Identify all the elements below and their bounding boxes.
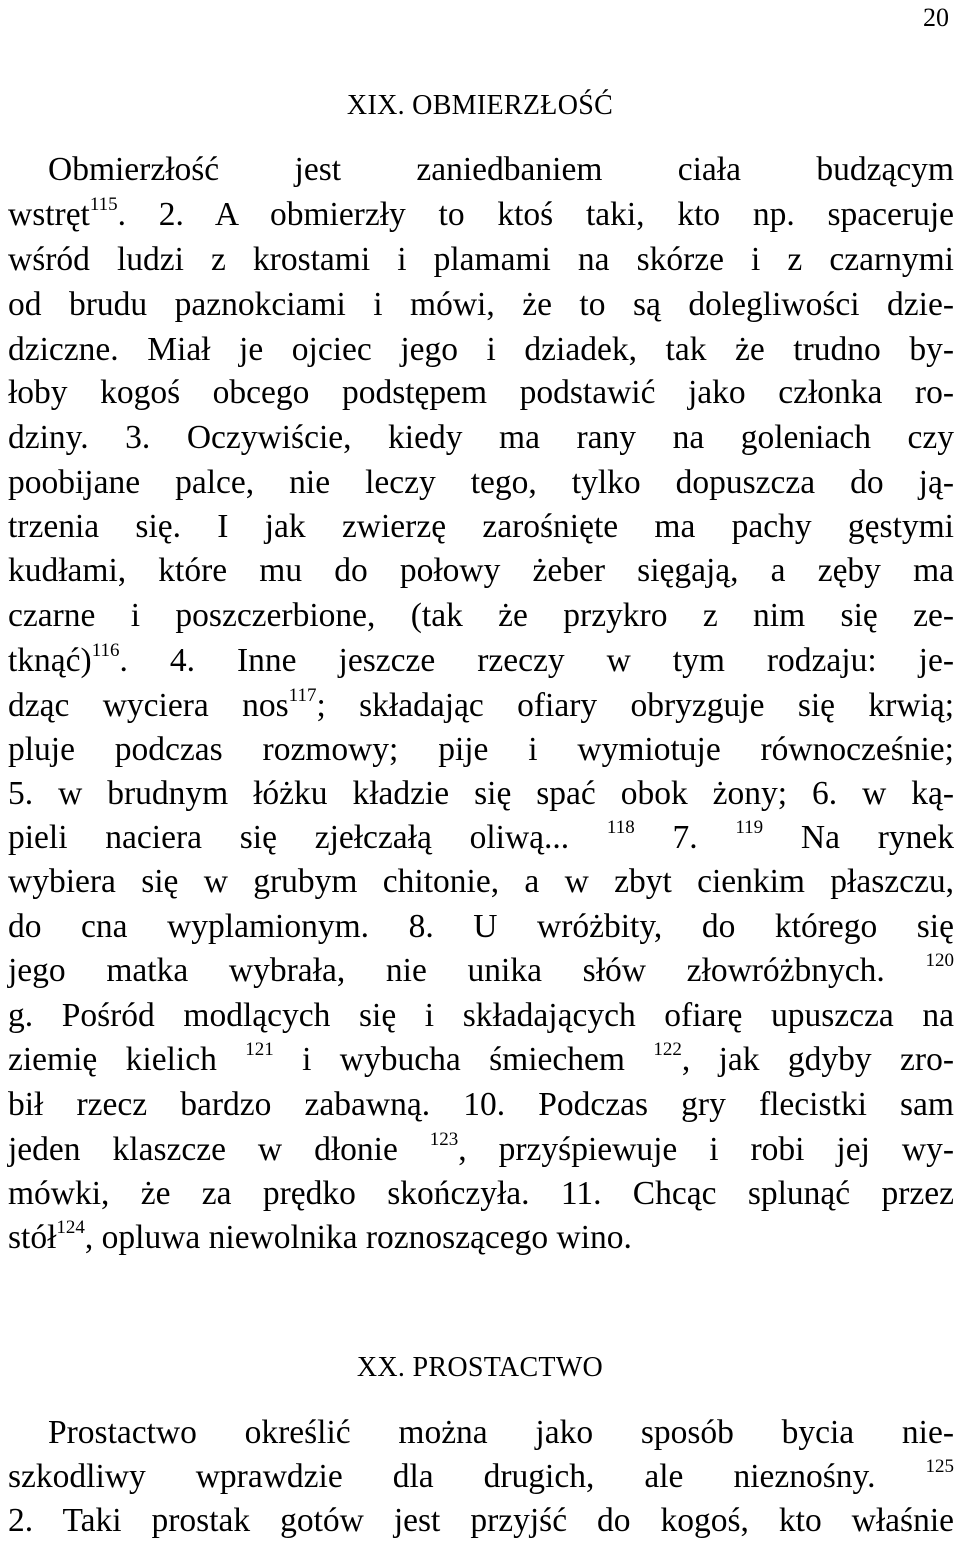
text-segment: 7.	[634, 819, 736, 856]
text-segment: mówki, że za prędko skończyła. 11. Chcąc splunąć przez	[8, 1175, 954, 1212]
footnote-ref: 116	[91, 640, 120, 661]
footnote-ref: 119	[735, 817, 764, 838]
text-line	[8, 641, 954, 681]
text-line	[8, 240, 954, 280]
footnote-ref: 125	[925, 1456, 954, 1477]
text-segment: bił rzecz bardzo zabawną. 10. Podczas gry flecistki sam	[8, 1086, 954, 1123]
text-segment: ziemię kielich	[8, 1041, 246, 1078]
text-line	[8, 1040, 954, 1080]
text-segment: łoby kogoś obcego podstępem podstawić jako członka ro-	[8, 374, 954, 411]
text-line	[48, 150, 954, 190]
text-segment: Na rynek	[763, 819, 954, 856]
text-line	[8, 907, 954, 947]
text-segment: Obmierzłość jest zaniedbaniem ciała budzącym	[48, 151, 954, 188]
text-segment: stół	[8, 1219, 57, 1256]
text-segment: wstręt	[8, 196, 90, 233]
footnote-ref: 124	[56, 1217, 85, 1238]
text-line	[8, 774, 954, 814]
text-line	[8, 996, 954, 1036]
text-line	[8, 686, 954, 726]
text-segment: . 4. Inne jeszcze rzeczy w tym rodzaju: je-	[119, 642, 954, 679]
footnote-ref: 122	[653, 1039, 682, 1060]
text-segment: poobijane palce, nie leczy tego, tylko dopuszcza do ją-	[8, 464, 954, 501]
text-segment: tknąć)	[8, 642, 92, 679]
text-line	[8, 507, 954, 547]
text-line	[8, 1218, 954, 1258]
text-line	[8, 818, 954, 858]
section-title: XX. PROSTACTWO	[356, 1352, 604, 1383]
text-segment: g. Pośród modlących się i składających ofiarę upuszcza na	[8, 997, 954, 1034]
text-segment: do cna wyplamionym. 8. U wróżbity, do którego się	[8, 908, 954, 945]
text-line	[48, 1413, 954, 1453]
footnote-ref: 123	[429, 1129, 459, 1150]
text-segment: czarne i poszczerbione, (tak że przykro z nim się ze-	[8, 597, 954, 634]
text-line	[8, 463, 954, 503]
text-segment: pieli naciera się zjełczałą oliwą...	[8, 819, 607, 856]
text-segment: 2. Taki prostak gotów jest przyjść do kogoś, kto właśnie	[8, 1502, 954, 1539]
text-line	[8, 862, 954, 902]
footnote-ref: 118	[606, 817, 635, 838]
text-line	[8, 551, 954, 591]
text-segment: dziczne. Miał je ojciec jego i dziadek, tak że trudno by-	[8, 331, 954, 368]
text-segment: 5. w brudnym łóżku kładzie się spać obok żony; 6. w ką-	[8, 775, 954, 812]
text-line	[8, 1501, 954, 1541]
text-line	[8, 1085, 954, 1125]
footnote-ref: 120	[925, 950, 954, 971]
text-segment: od brudu paznokciami i mówi, że to są dolegliwości dzie-	[8, 286, 954, 323]
footnote-ref: 115	[89, 194, 118, 215]
section-title: XIX. OBMIERZŁOŚĆ	[346, 90, 614, 121]
text-line	[8, 1130, 954, 1170]
text-segment: kudłami, które mu do połowy żeber sięgają, a zęby ma	[8, 552, 954, 589]
text-line	[8, 951, 954, 991]
text-segment: i wybucha śmiechem	[273, 1041, 654, 1078]
text-line	[8, 730, 954, 770]
text-line	[8, 1457, 954, 1497]
page-number: 20	[923, 3, 949, 32]
text-line	[8, 1174, 954, 1214]
text-segment: pluje podczas rozmowy; pije i wymiotuje równocześnie;	[8, 731, 954, 768]
text-segment: , jak gdyby zro-	[681, 1041, 954, 1078]
text-segment: jeden klaszcze w dłonie	[8, 1131, 430, 1168]
text-line	[8, 195, 954, 235]
text-segment: , przyśpiewuje i robi jej wy-	[458, 1131, 954, 1168]
footnote-ref: 117	[288, 685, 317, 706]
text-segment: , opluwa niewolnika roznoszącego wino.	[84, 1219, 632, 1256]
text-line	[8, 285, 954, 325]
text-line	[8, 330, 954, 370]
text-line	[8, 418, 954, 458]
text-segment: szkodliwy wprawdzie dla drugich, ale nieznośny.	[8, 1458, 926, 1495]
text-segment: ; składając ofiary obryzguje się krwią;	[316, 687, 954, 724]
text-segment: trzenia się. I jak zwierzę zarośnięte ma pachy gęstymi	[8, 508, 954, 545]
text-segment: wybiera się w grubym chitonie, a w zbyt cienkim płaszczu,	[8, 863, 954, 900]
text-segment: . 2. A obmierzły to ktoś taki, kto np. spaceruje	[117, 196, 954, 233]
text-segment: wśród ludzi z krostami i plamami na skórze i z czarnymi	[8, 241, 954, 278]
text-segment: dząc wyciera nos	[8, 687, 289, 724]
footnote-ref: 121	[245, 1039, 274, 1060]
text-line	[8, 596, 954, 636]
text-segment: dziny. 3. Oczywiście, kiedy ma rany na goleniach czy	[8, 419, 954, 456]
text-segment: Prostactwo określić można jako sposób bycia nie-	[48, 1414, 954, 1451]
text-segment: jego matka wybrała, nie unika słów złowróżbnych.	[8, 952, 926, 989]
text-line	[8, 373, 954, 413]
